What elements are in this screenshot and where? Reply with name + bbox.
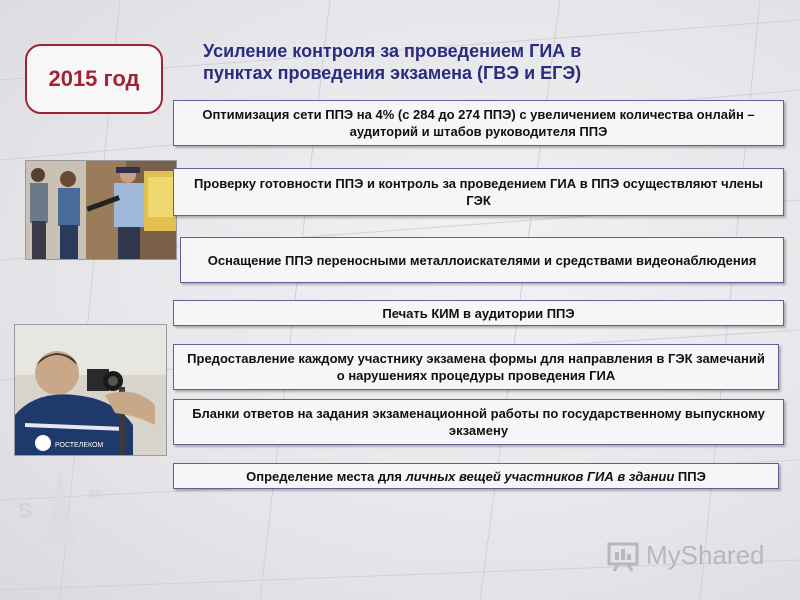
measure-text-italic: личных вещей участников ГИА в здании [405, 468, 675, 484]
measure-text: Оснащение ППЭ переносными металлоискателями и средствами видеонаблюдения [207, 252, 757, 268]
title-line-2: пунктах проведения экзамена (ГВЭ и ЕГЭ) [203, 63, 582, 83]
measure-text-prefix: Определение места для [246, 468, 406, 484]
watermark-text: MyShared [646, 539, 765, 570]
measure-kim-printing [173, 300, 784, 326]
myshared-logo-icon [606, 538, 640, 572]
measure-gek-control [173, 168, 784, 216]
measure-text: Печать КИМ в аудитории ППЭ [382, 305, 575, 321]
inspection-photo [25, 160, 177, 260]
measure-text: Предоставление каждому участнику экзамена формы для направления в ГЭК замечаний о нарушениях процедуры проведения ГИА [187, 351, 765, 383]
title-line-1: Усиление контроля за проведением ГИА в [203, 41, 582, 61]
measure-personal-belongings [173, 463, 779, 489]
measure-text: Проверку готовности ППЭ и контроль за проведением ГИА в ППЭ осуществляют члены ГЭК [194, 176, 763, 208]
measure-network-optimization [173, 100, 784, 146]
measure-complaint-forms [173, 344, 779, 390]
svg-text:S: S [18, 498, 33, 523]
page-title [203, 40, 673, 84]
measure-metal-detectors [180, 237, 784, 283]
svg-text:РОСТЕЛЕКОМ: РОСТЕЛЕКОМ [55, 442, 104, 449]
measure-text: Бланки ответов на задания экзаменационной работы по государственному выпускному экзамену [192, 406, 765, 438]
measure-answer-sheets [173, 399, 784, 445]
svg-text:SE: SE [88, 489, 103, 501]
year-badge [25, 44, 163, 114]
measure-text-suffix: ППЭ [674, 468, 706, 484]
year-label: 2015 год [48, 66, 140, 91]
measure-text: Оптимизация сети ППЭ на 4% (с 284 до 274 ППЭ) с увеличением количества онлайн – аудиторий и штабов руководителя ППЭ [202, 107, 755, 139]
video-surveillance-photo [14, 324, 167, 456]
watermark [606, 535, 776, 575]
measure-text [246, 468, 706, 485]
